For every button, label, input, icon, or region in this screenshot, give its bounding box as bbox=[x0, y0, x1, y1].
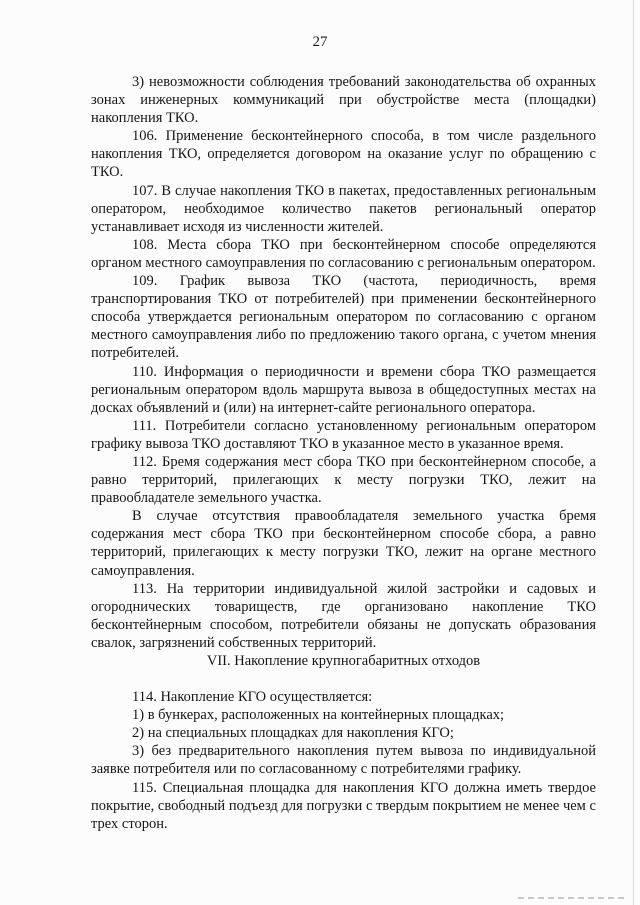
paragraph-item-3: 3) невозможности соблюдения требований законодательства об охранных зонах инженерных коммуникаций при обустройстве места (площадки) накопления ТКО. bbox=[91, 74, 596, 127]
paragraph-114-item-1: 1) в бункерах, расположенных на контейнерных площадках; bbox=[132, 707, 505, 724]
scan-edge-line bbox=[633, 0, 634, 905]
paragraph-108: 108. Места сбора ТКО при бесконтейнерном способе определяются органом местного самоуправления по согласованию с региональным оператором. bbox=[91, 236, 596, 271]
section-heading: VII. Накопление крупногабаритных отходов bbox=[206, 653, 481, 669]
paragraph-109: 109. График вывоза ТКО (частота, периодичность, время транспортирования ТКО от потребителей) при применении бесконтейнерного способа утверждается региональным оператором по согласованию с органом местного самоуправления либо по предложению такого органа, с учетом мнения потребителей. bbox=[91, 273, 596, 362]
paragraph-114-item-3: 3) без предварительного накопления путем вывоза по индивидуальной заявке потребителя или по согласованному с потребителями графику. bbox=[91, 743, 596, 778]
paragraph-113: 113. На территории индивидуальной жилой застройки и садовых и огороднических товариществ, где организовано накопление ТКО бесконтейнерным способом, потребители обязаны не допускать образования свалок, загрязнений собственных территорий. bbox=[91, 580, 596, 651]
scan-bottom-mark bbox=[518, 897, 628, 899]
paragraph-106: 106. Применение бесконтейнерного способа, в том числе раздельного накопления ТКО, определяется договором на оказание услуг по обращению с ТКО. bbox=[91, 128, 596, 181]
paragraph-115: 115. Специальная площадка для накопления КГО должна иметь твердое покрытие, свободный подъезд для погрузки с твердым покрытием не менее чем с трех сторон. bbox=[91, 779, 596, 832]
paragraph-112-continued: В случае отсутствия правообладателя земельного участка бремя содержания мест сбора ТКО при бесконтейнерном способе сбора, а равно территорий, прилегающих к месту погрузки ТКО, лежит на органе местного самоуправления. bbox=[91, 508, 596, 579]
document-body bbox=[91, 73, 596, 833]
paragraph-112: 112. Бремя содержания мест сбора ТКО при бесконтейнерном способе, а равно территорий, прилегающих к месту погрузки ТКО, лежит на правообладателе земельного участка. bbox=[91, 453, 596, 507]
paragraph-114: 114. Накопление КГО осуществляется: bbox=[132, 689, 373, 706]
paragraph-114-item-2: 2) на специальных площадках для накопления КГО; bbox=[132, 725, 454, 742]
page-number: 27 bbox=[312, 34, 328, 50]
paragraph-107: 107. В случае накопления ТКО в пакетах, предоставленных региональным оператором, необходимое количество пакетов региональный оператор устанавливает исходя из численности жителей. bbox=[91, 182, 596, 235]
paragraph-110: 110. Информация о периодичности и времени сбора ТКО размещается региональным оператором вдоль маршрута вывоза в общедоступных местах на досках объявлений и (или) на интернет-сайте регионального оператора. bbox=[91, 363, 596, 416]
paragraph-111: 111. Потребители согласно установленному региональным оператором графику вывоза ТКО доставляют ТКО в указанное место в указанное время. bbox=[91, 417, 596, 452]
